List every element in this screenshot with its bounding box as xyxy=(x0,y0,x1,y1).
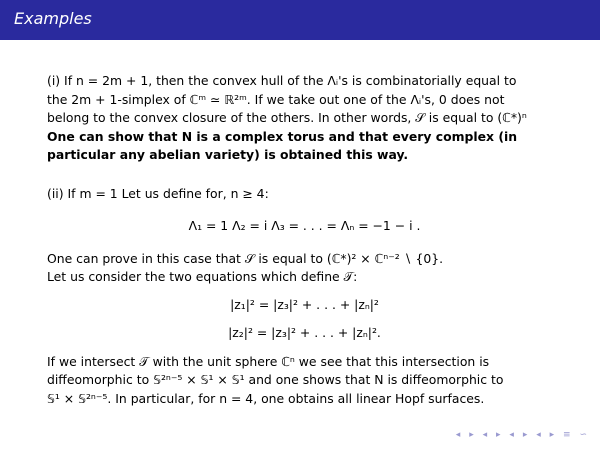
paragraph-line-bold: One can show that N is a complex torus and that every complex (in xyxy=(47,128,518,144)
nav-prev-slide-icon[interactable]: ◂ xyxy=(536,430,542,440)
slide-title: Examples xyxy=(14,9,92,28)
nav-prev-subsection-icon[interactable]: ◂ xyxy=(482,430,489,440)
slide-header xyxy=(0,0,600,40)
paragraph-line: One can prove in this case that 𝒮 is equal to (ℂ*)² × ℂⁿ⁻² ∖ {0}. xyxy=(47,250,444,266)
equation-block xyxy=(47,291,562,347)
paragraph-line: If we intersect 𝒯 with the unit sphere ℂⁿ we see that this intersection is xyxy=(47,353,490,369)
beamer-navigation xyxy=(452,430,588,440)
nav-next-section-icon[interactable]: ▸ xyxy=(522,430,529,440)
nav-search-icon[interactable]: ∽ xyxy=(579,430,588,440)
equation-1: |z₁|² = |z₃|² + . . . + |zₙ|² xyxy=(230,296,379,312)
equation-2: |z₂|² = |z₃|² + . . . + |zₙ|². xyxy=(228,324,381,340)
nav-next-frame-icon[interactable]: ▸ xyxy=(469,430,475,440)
paragraph-line: belong to the convex closure of the others. In other words, 𝒮 is equal to (ℂ*)ⁿ xyxy=(47,110,527,125)
paragraph-line-bold: particular any abelian variety) is obtained this way. xyxy=(47,147,409,162)
nav-toc-icon[interactable]: ≡ xyxy=(563,430,572,440)
nav-prev-frame-icon[interactable]: ◂ xyxy=(455,430,462,440)
paragraph-line: diffeomorphic to 𝕊²ⁿ⁻⁵ × 𝕊¹ × 𝕊¹ and one shows that N is diffeomorphic to xyxy=(47,372,504,387)
paragraph-line: 𝕊¹ × 𝕊²ⁿ⁻⁵. In particular, for n = 4, one obtains all linear Hopf surfaces. xyxy=(47,390,485,406)
nav-next-slide-icon[interactable]: ▸ xyxy=(549,430,556,440)
paragraph-line: (ii) If m = 1 Let us define for, n ≥ 4: xyxy=(47,185,269,201)
equation-lambdas: Λ₁ = 1 Λ₂ = i Λ₃ = . . . = Λₙ = −1 − i . xyxy=(188,218,421,233)
paragraph-line: (i) If n = 2m + 1, then the convex hull of the Λᵢ's is combinatorially equal to xyxy=(47,73,517,88)
nav-prev-section-icon[interactable]: ◂ xyxy=(509,430,515,440)
paragraph-line: the 2m + 1-simplex of ℂᵐ ≃ ℝ²ᵐ. If we take out one of the Λᵢ's, 0 does not xyxy=(47,91,505,107)
paragraph-line: Let us consider the two equations which define 𝒯: xyxy=(47,269,358,284)
nav-next-subsection-icon[interactable]: ▸ xyxy=(496,430,502,440)
slide-body xyxy=(47,72,562,408)
